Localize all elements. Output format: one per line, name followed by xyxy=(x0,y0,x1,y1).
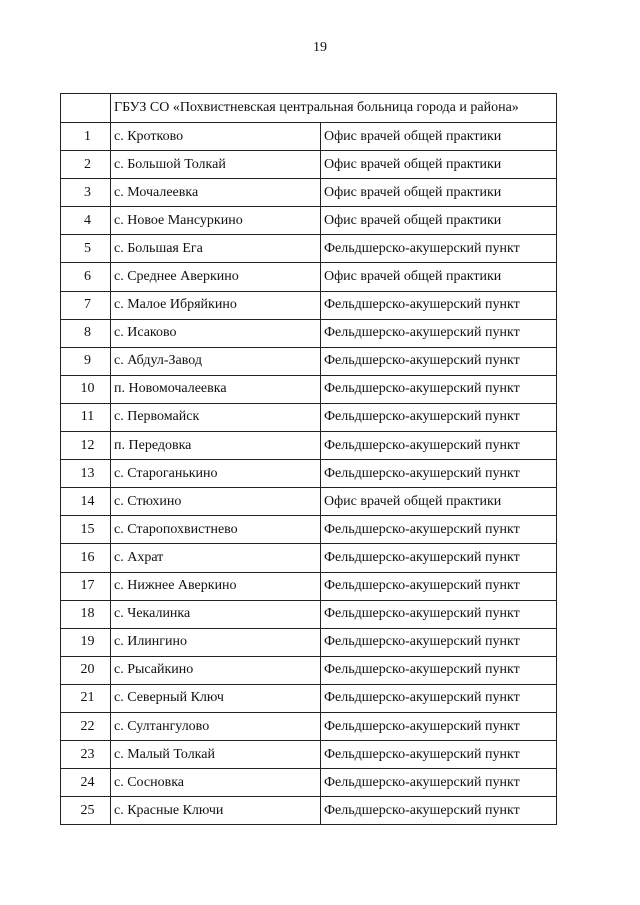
table-row xyxy=(61,769,557,797)
table-row xyxy=(61,516,557,544)
row-number: 4 xyxy=(61,207,111,235)
table-row xyxy=(61,179,557,207)
row-settlement: с. Среднее Аверкино xyxy=(111,263,321,291)
row-settlement: п. Передовка xyxy=(111,432,321,460)
row-number: 19 xyxy=(61,628,111,656)
table-row xyxy=(61,544,557,572)
row-settlement: с. Первомайск xyxy=(111,403,321,431)
row-number: 14 xyxy=(61,488,111,516)
row-number: 2 xyxy=(61,151,111,179)
row-settlement: с. Мочалеевка xyxy=(111,179,321,207)
row-number: 10 xyxy=(61,375,111,403)
row-number: 8 xyxy=(61,319,111,347)
table-header-row xyxy=(61,94,557,123)
row-facility-type: Фельдшерско-акушерский пункт xyxy=(321,544,557,572)
row-number: 23 xyxy=(61,741,111,769)
table-row xyxy=(61,151,557,179)
row-settlement: с. Староганькино xyxy=(111,460,321,488)
row-facility-type: Фельдшерско-акушерский пункт xyxy=(321,319,557,347)
row-number: 25 xyxy=(61,797,111,825)
row-facility-type: Фельдшерско-акушерский пункт xyxy=(321,432,557,460)
row-settlement: с. Малое Ибряйкино xyxy=(111,291,321,319)
row-number: 13 xyxy=(61,460,111,488)
table-row xyxy=(61,600,557,628)
row-facility-type: Офис врачей общей практики xyxy=(321,123,557,151)
row-settlement: с. Султангулово xyxy=(111,712,321,740)
page-number: 19 xyxy=(313,40,327,55)
row-facility-type: Фельдшерско-акушерский пункт xyxy=(321,684,557,712)
row-number: 16 xyxy=(61,544,111,572)
table-row xyxy=(61,291,557,319)
row-number: 11 xyxy=(61,403,111,431)
row-settlement: п. Новомочалеевка xyxy=(111,375,321,403)
row-facility-type: Офис врачей общей практики xyxy=(321,263,557,291)
row-facility-type: Фельдшерско-акушерский пункт xyxy=(321,741,557,769)
row-facility-type: Фельдшерско-акушерский пункт xyxy=(321,628,557,656)
row-facility-type: Фельдшерско-акушерский пункт xyxy=(321,656,557,684)
row-number: 1 xyxy=(61,123,111,151)
row-facility-type: Фельдшерско-акушерский пункт xyxy=(321,712,557,740)
row-number: 7 xyxy=(61,291,111,319)
table-row xyxy=(61,123,557,151)
table-row xyxy=(61,460,557,488)
row-number: 5 xyxy=(61,235,111,263)
row-facility-type: Фельдшерско-акушерский пункт xyxy=(321,516,557,544)
row-facility-type: Офис врачей общей практики xyxy=(321,179,557,207)
row-settlement: с. Большая Ега xyxy=(111,235,321,263)
row-number: 15 xyxy=(61,516,111,544)
row-settlement: с. Новое Мансуркино xyxy=(111,207,321,235)
table-row xyxy=(61,347,557,375)
row-settlement: с. Чекалинка xyxy=(111,600,321,628)
row-settlement: с. Стюхино xyxy=(111,488,321,516)
table-row xyxy=(61,628,557,656)
row-facility-type: Офис врачей общей практики xyxy=(321,207,557,235)
row-settlement: с. Сосновка xyxy=(111,769,321,797)
row-number: 22 xyxy=(61,712,111,740)
row-settlement: с. Илингино xyxy=(111,628,321,656)
table-row xyxy=(61,432,557,460)
table-row xyxy=(61,375,557,403)
table-header-title: ГБУЗ СО «Похвистневская центральная больница города и района» xyxy=(111,94,557,123)
row-facility-type: Фельдшерско-акушерский пункт xyxy=(321,403,557,431)
row-facility-type: Фельдшерско-акушерский пункт xyxy=(321,769,557,797)
row-facility-type: Офис врачей общей практики xyxy=(321,488,557,516)
table-row xyxy=(61,684,557,712)
row-facility-type: Фельдшерско-акушерский пункт xyxy=(321,291,557,319)
table-row xyxy=(61,235,557,263)
row-facility-type: Фельдшерско-акушерский пункт xyxy=(321,347,557,375)
row-settlement: с. Исаково xyxy=(111,319,321,347)
row-number: 17 xyxy=(61,572,111,600)
table-row xyxy=(61,572,557,600)
table-row xyxy=(61,712,557,740)
row-settlement: с. Большой Толкай xyxy=(111,151,321,179)
row-number: 3 xyxy=(61,179,111,207)
row-facility-type: Фельдшерско-акушерский пункт xyxy=(321,460,557,488)
table-row xyxy=(61,741,557,769)
row-settlement: с. Абдул-Завод xyxy=(111,347,321,375)
row-facility-type: Офис врачей общей практики xyxy=(321,151,557,179)
row-settlement: с. Красные Ключи xyxy=(111,797,321,825)
table-row xyxy=(61,263,557,291)
table-row xyxy=(61,207,557,235)
row-settlement: с. Ахрат xyxy=(111,544,321,572)
row-number: 6 xyxy=(61,263,111,291)
row-number: 24 xyxy=(61,769,111,797)
row-facility-type: Фельдшерско-акушерский пункт xyxy=(321,600,557,628)
table-row xyxy=(61,656,557,684)
row-number: 21 xyxy=(61,684,111,712)
row-settlement: с. Старопохвистнево xyxy=(111,516,321,544)
facilities-table xyxy=(60,93,557,825)
table-row xyxy=(61,488,557,516)
table-body xyxy=(61,94,557,825)
row-settlement: с. Нижнее Аверкино xyxy=(111,572,321,600)
row-settlement: с. Кротково xyxy=(111,123,321,151)
row-facility-type: Фельдшерско-акушерский пункт xyxy=(321,375,557,403)
header-empty-cell xyxy=(61,94,111,123)
table-row xyxy=(61,319,557,347)
row-number: 12 xyxy=(61,432,111,460)
row-facility-type: Фельдшерско-акушерский пункт xyxy=(321,797,557,825)
table-row xyxy=(61,403,557,431)
table-row xyxy=(61,797,557,825)
row-settlement: с. Рысайкино xyxy=(111,656,321,684)
row-facility-type: Фельдшерско-акушерский пункт xyxy=(321,572,557,600)
row-facility-type: Фельдшерско-акушерский пункт xyxy=(321,235,557,263)
row-settlement: с. Малый Толкай xyxy=(111,741,321,769)
row-number: 9 xyxy=(61,347,111,375)
row-settlement: с. Северный Ключ xyxy=(111,684,321,712)
row-number: 18 xyxy=(61,600,111,628)
row-number: 20 xyxy=(61,656,111,684)
